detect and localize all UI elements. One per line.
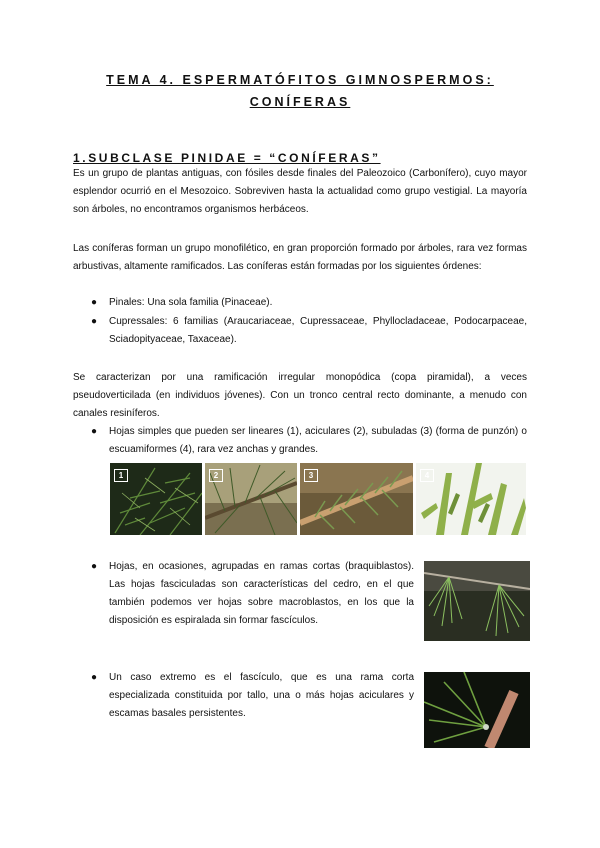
bullet-symbol: ● (91, 316, 98, 327)
page-title-line-2: CONÍFERAS (249, 95, 351, 109)
list-item-cupressales: Cupressales: 6 familias (Araucariaceae, Cupressaceae, Phyllocladaceae, Podocarpaceae, Sciadopityaceae, Taxaceae). (109, 316, 527, 345)
list-item-fascicle: Un caso extremo es el fascículo, que es una rama corta especializada constituida por tallo, una o más hojas aciculares y escamas basales persistentes. (109, 672, 414, 719)
list-item-brachyblasts: Hojas, en ocasiones, agrupadas en ramas cortas (braquiblastos). Las hojas fasciculadas son características del cedro, en el que también podemos ver hojas sobre macroblastos, en los que la disposición es espiralada sin formar fascículos. (109, 561, 414, 626)
list-item-pinales: Pinales: Una sola familia (Pinaceae). (109, 297, 273, 308)
photo-label: 3 (304, 469, 318, 482)
photo-label: 2 (209, 469, 223, 482)
photo-subulate-leaves (300, 463, 413, 535)
photo-label: 1 (114, 469, 128, 482)
photo-label: 4 (420, 469, 434, 482)
photo-acicular-leaves (205, 463, 297, 535)
paragraph-intro: Es un grupo de plantas antiguas, con fósiles desde finales del Paleozoico (Carbonífero), cuyo mayor esplendor ocurrió en el Mesozoico. Sobreviven hasta la actualidad como grupo vestigial. La mayoría son árboles, no encontramos organismos herbáceos. (73, 168, 527, 215)
bullet-symbol: ● (91, 426, 98, 437)
photo-linear-leaves (110, 463, 202, 535)
paragraph-monophyletic: Las coníferas forman un grupo monofilético, en gran proporción formado por árboles, rara vez formas arbustivas, altamente ramificados. Las coníferas están formadas por los siguientes órdenes: (73, 243, 527, 272)
photo-scale-leaves (416, 463, 526, 535)
bullet-symbol: ● (91, 297, 98, 308)
section-heading: 1.SUBCLASE PINIDAE = “CONÍFERAS” (73, 151, 381, 165)
bullet-symbol: ● (91, 672, 98, 683)
paragraph-branching: Se caracterizan por una ramificación irregular monopódica (copa piramidal), a veces pseudoverticilada (en individuos jóvenes). Con un tronco central recto dominante, a menudo con canales resiníferos. (73, 372, 527, 419)
page-title-line-1: TEMA 4. ESPERMATÓFITOS GIMNOSPERMOS: (106, 73, 494, 87)
photo-cedar-branch (424, 561, 530, 641)
bullet-symbol: ● (91, 561, 98, 572)
photo-fascicle (424, 672, 530, 748)
list-item-leaf-types: Hojas simples que pueden ser lineares (1), aciculares (2), subuladas (3) (forma de punzón) o escuamiformes (4), rara vez anchas y grandes. (109, 426, 527, 455)
